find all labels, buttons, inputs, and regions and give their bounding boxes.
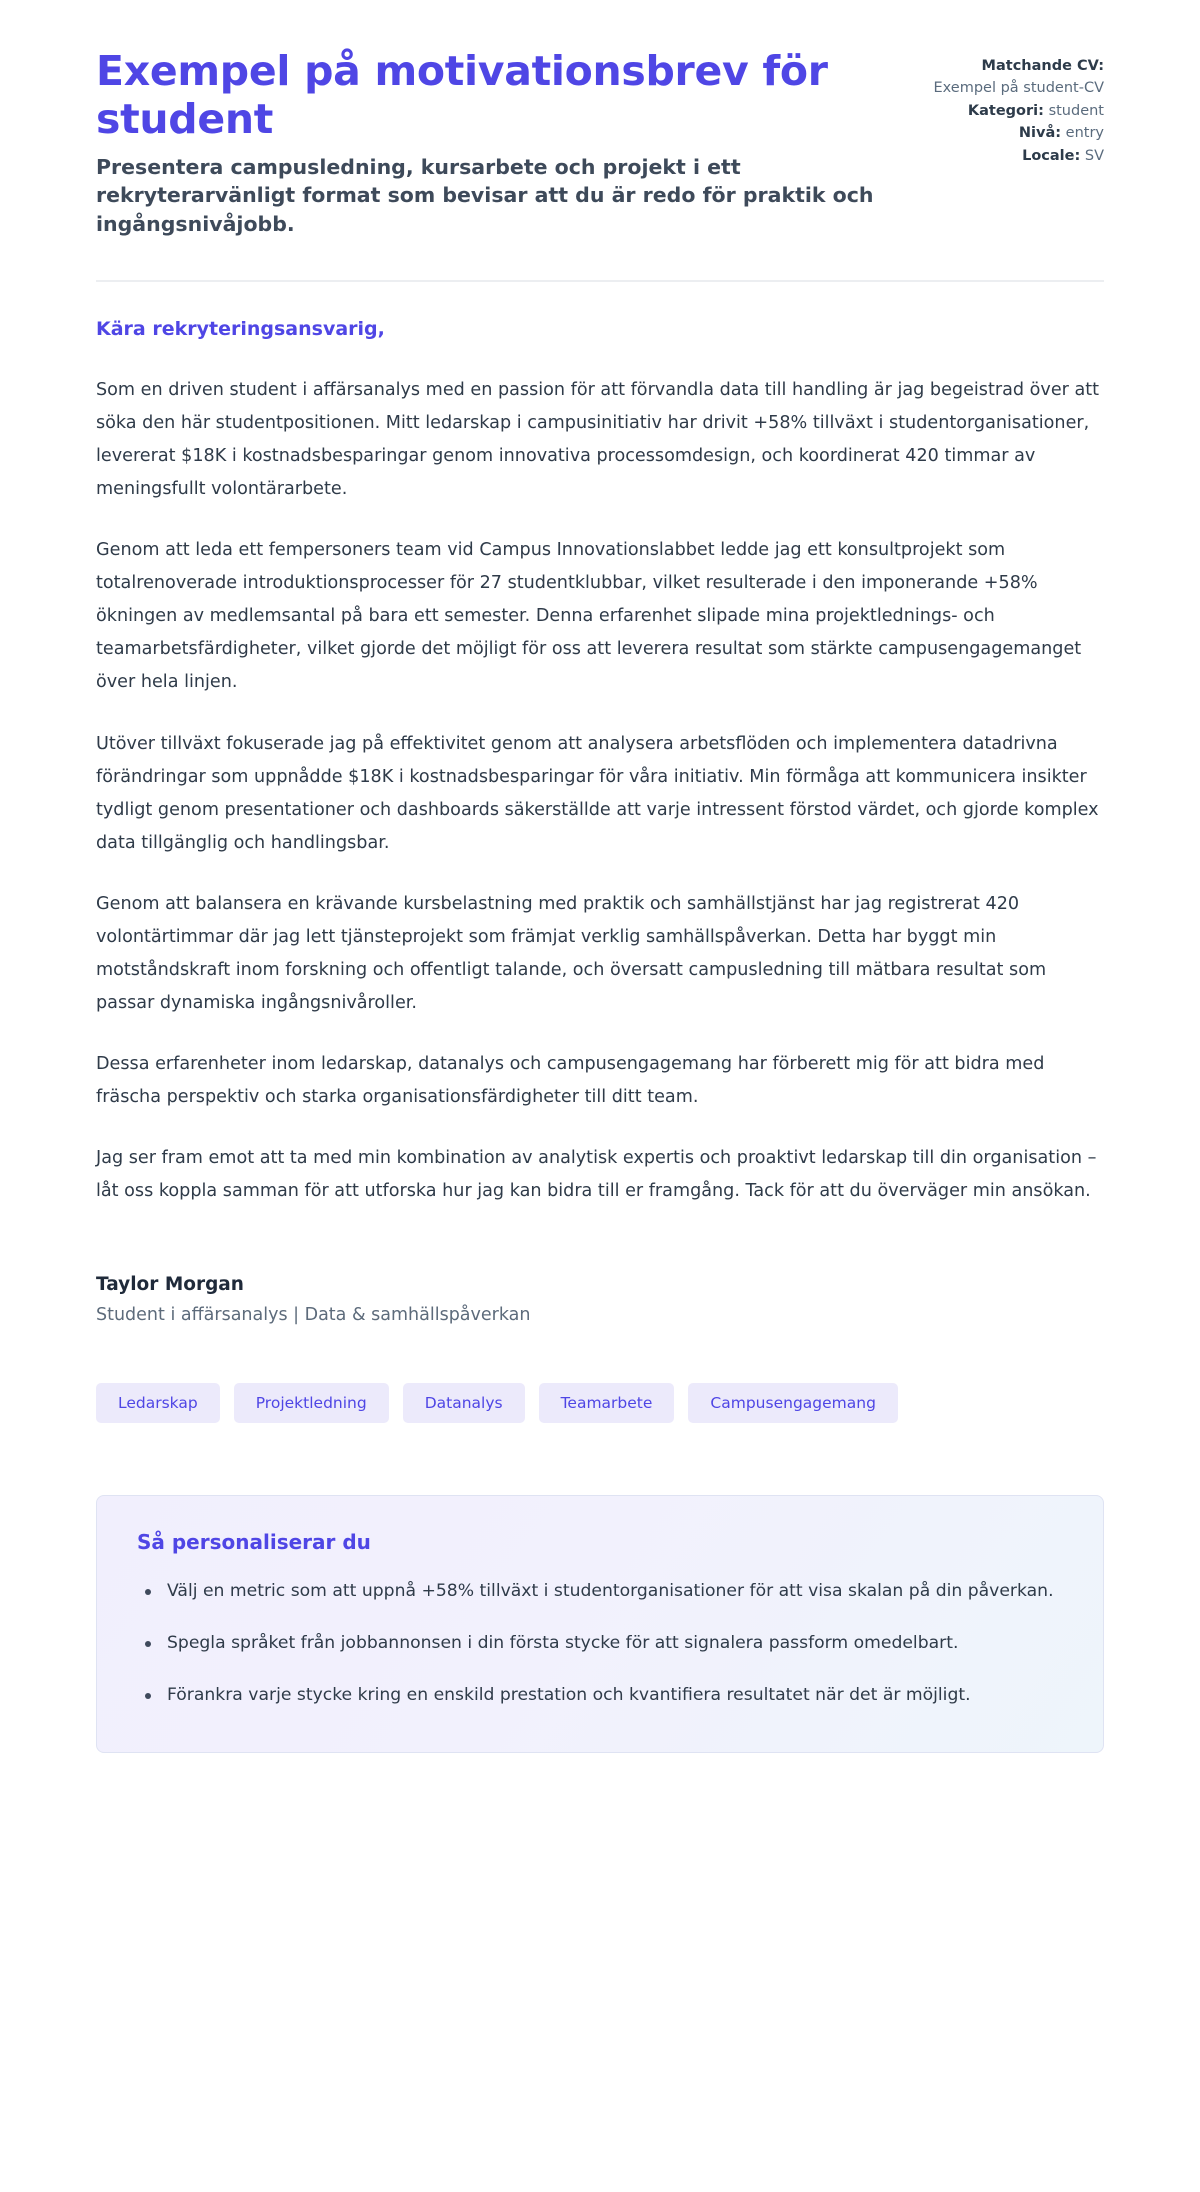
- skill-tag-datanalys[interactable]: Datanalys: [403, 1383, 525, 1423]
- letter-salutation: Kära rekryteringsansvarig,: [96, 317, 385, 340]
- skill-tag-teamarbete[interactable]: Teamarbete: [539, 1383, 675, 1423]
- metadata-label-locale: Locale:: [1022, 148, 1081, 164]
- callout-title: Så personaliserar du: [137, 1530, 371, 1555]
- callout-tip-item: Spegla språket från jobbannonsen i din första stycke för att signalera passform omedelbart.: [161, 1628, 1063, 1660]
- page-header: [96, 48, 1104, 238]
- page-subtitle: Presentera campusledning, kursarbete och projekt i ett rekryterarvänligt format som bevisar att du är redo för praktik och ingångsnivåjobb.: [96, 155, 874, 236]
- skill-tag-campusengagemang[interactable]: Campusengagemang: [688, 1383, 898, 1423]
- skill-tag-ledarskap[interactable]: Ledarskap: [96, 1383, 220, 1423]
- metadata-value-level: entry: [1065, 125, 1104, 142]
- letter-paragraph-6: Jag ser fram emot att ta med min kombination av analytisk expertis och proaktivt ledarskap till din organisation – låt oss koppla samman för att utforska hur jag kan bidra till er framgång. Tack för att du överväger min ansökan.: [96, 1148, 1097, 1202]
- page-title: Exempel på motivationsbrev för student: [96, 47, 828, 143]
- metadata-row-locale: [924, 146, 1104, 168]
- metadata-value-locale: SV: [1084, 148, 1104, 164]
- document-metadata: [924, 48, 1104, 169]
- callout-tip-item: Förankra varje stycke kring en enskild prestation och kvantifiera resultatet när det är möjligt.: [161, 1680, 1063, 1712]
- callout-tip-item: Välj en metric som att uppnå +58% tillväxt i studentorganisationer för att visa skalan på din påverkan.: [161, 1576, 1063, 1608]
- metadata-label-category: Kategori:: [967, 102, 1044, 119]
- letter-paragraph-2: Genom att leda ett fempersoners team vid Campus Innovationslabbet ledde jag ett konsultprojekt som totalrenoverade introduktionsprocesser för 27 studentklubbar, vilket resulterade i den imponerande +58% ökningen av medlemsantal på bara ett semester. Denna erfarenhet slipade mina projektlednings- och teamarbetsfärdigheter, vilket gjorde det möjligt för oss att leverera resultat som stärkte campusengagemanget över hela linjen.: [96, 540, 1082, 693]
- signature-role: Student i affärsanalys | Data & samhällspåverkan: [96, 1305, 531, 1326]
- metadata-row-matching-cv: [924, 56, 1104, 100]
- header-text-block: [96, 48, 884, 238]
- metadata-value-category: student: [1048, 102, 1104, 119]
- letter-body: [96, 282, 1104, 1208]
- signature-block: [96, 1274, 1104, 1325]
- metadata-label-level: Nivå:: [1018, 125, 1062, 142]
- skill-tag-projektledning[interactable]: Projektledning: [234, 1383, 389, 1423]
- personalization-callout: [96, 1495, 1104, 1752]
- callout-tip-list: [137, 1576, 1063, 1711]
- letter-paragraph-1: Som en driven student i affärsanalys med en passion för att förvandla data till handling är jag begeistrad över att söka den här studentpositionen. Mitt ledarskap i campusinitiativ har drivit +58% tillväxt i studentorganisationer, levererat $18K i kostnadsbesparingar genom innovativa processomdesign, och koordinerat 420 timmar av meningsfullt volontärarbete.: [96, 379, 1100, 500]
- metadata-value-matching-cv: Exempel på student-CV: [933, 79, 1104, 96]
- letter-paragraph-5: Dessa erfarenheter inom ledarskap, datanalys och campusengagemang har förberett mig för att bidra med fräscha perspektiv och starka organisationsfärdigheter till ditt team.: [96, 1054, 1045, 1108]
- letter-paragraph-4: Genom att balansera en krävande kursbelastning med praktik och samhällstjänst har jag registrerat 420 volontärtimmar där jag lett tjänsteprojekt som främjat verklig samhällspåverkan. Detta har byggt min motståndskraft inom forskning och offentligt talande, och översatt campusledning till mätbara resultat som passar dynamiska ingångsnivåroller.: [96, 893, 1047, 1013]
- metadata-row-level: [924, 123, 1104, 145]
- metadata-row-category: [924, 101, 1104, 123]
- metadata-label-matching-cv: Matchande CV:: [981, 58, 1104, 74]
- signature-name: Taylor Morgan: [96, 1274, 244, 1296]
- letter-paragraph-3: Utöver tillväxt fokuserade jag på effektivitet genom att analysera arbetsflöden och implementera datadrivna förändringar som uppnådde $18K i kostnadsbesparingar för våra initiativ. Min förmåga att kommunicera insikter tydligt genom presentationer och dashboards säkerställde att varje intressent förstod värdet, och gjorde komplex data tillgänglig och handlingsbar.: [96, 733, 1099, 853]
- skill-tag-list: [96, 1383, 1104, 1423]
